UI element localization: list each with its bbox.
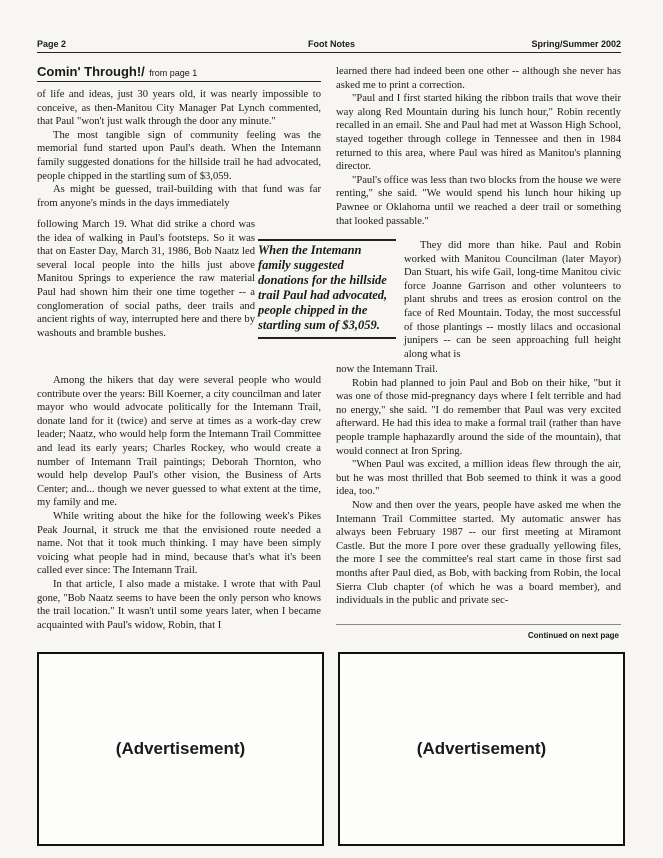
- paragraph: While writing about the hike for the following week's Pikes Peak Journal, it struck me that the envisioned route needed a name. Not that it took much thinking. I may have been simply voicing what people had in mind, because that's what it's been called ever since: The Intemann Trail.: [37, 510, 321, 577]
- paragraph: "Paul and I first started hiking the ribbon trails that wove their way along Red Mountain during his lunch hour," Robin recently recalled in an email. She and Paul had met at Wasson High School, stayed together through college in Tennessee and then in 1984 returned to this area, where Paul was hired as Manitou's planning director.: [336, 93, 621, 173]
- left-column-bottom: [37, 374, 321, 632]
- right-column-bottom: [336, 363, 621, 608]
- left-column-top: [37, 88, 321, 210]
- paragraph: "Paul's office was less than two blocks from the house we were renting," she said. "We would spend his lunch hour hiking up Pawnee or Oklahoma until we reached a deer trail or something that looked passable.": [336, 174, 621, 227]
- article-title-text: Comin' Through!/: [37, 64, 145, 79]
- paragraph: In that article, I also made a mistake. I wrote that with Paul gone, "Bob Naatz seems to have been the only person who knows the trail location." It wasn't until some years later, when I became acquainted with Paul's widow, Robin, that I: [37, 578, 321, 631]
- from-page-label: from page 1: [149, 68, 198, 78]
- paragraph: The most tangible sign of community feeling was the memorial fund started upon Paul's death. When the Intemann family suggested donations for the hillside trail he had advocated, people chipped in the startling sum of $3,059.: [37, 129, 321, 182]
- pull-quote: When the Intemann family suggested donations for the hillside trail Paul had advocated, people chipped in the startling sum of $3,059.: [258, 239, 396, 339]
- publication-name: Foot Notes: [308, 39, 355, 49]
- paragraph: of life and ideas, just 30 years old, it was nearly impossible to conceive, as then-Manitou City Manager Pat Lynch commented, that Paul "won't just walk through the door any minute.": [37, 89, 321, 128]
- advertisement-box-left: [37, 652, 324, 846]
- advertisement-box-right: [338, 652, 625, 846]
- article-title: [37, 63, 197, 81]
- left-wrap-text: [37, 218, 255, 340]
- paragraph: Robin had planned to join Paul and Bob on their hike, "but it was one of those mid-pregnancy days where I felt terrible and had no energy," she said. "I do remember that Paul was very excited afterward. He had this idea to make a formal trail (rather than have people trample haphazardly around the side of the mountain), that would connect at Iron Spring.: [336, 377, 621, 457]
- continued-rule: [336, 624, 621, 625]
- advertisement-label: (Advertisement): [115, 739, 246, 758]
- issue-label: Spring/Summer 2002: [531, 39, 621, 49]
- right-wrap-text: [404, 239, 621, 361]
- paragraph: now the Intemann Trail.: [336, 364, 438, 375]
- paragraph: Among the hikers that day were several people who would contribute over the years: Bill Koerner, a city councilman and later mayor who would advocate politically for the Intemann Trail, donate land for it (twice) and serve at times as a work-day crew leader; Naatz, who would help form the Intemann Trail Committee and lead its early years; Charles Rockey, who would create a number of Intemann Trail paintings; Deborah Thornton, who would help develop Paul's other vision, the Business of Arts Center; and... though we never guessed to what extent at the time, my family and me.: [37, 375, 321, 509]
- advertisement-label: (Advertisement): [416, 739, 547, 758]
- paragraph: They did more than hike. Paul and Robin worked with Manitou Councilman (later Mayor) Dan Stuart, his wife Gail, long-time Manitou civic force Joanne Garrison and other volunteers to plant shrubs and trees as erosion control on the face of Red Mountain. Today, the most successful of those plantings -- mostly lilacs and occasional junipers -- can be seen approaching full height along what is: [404, 240, 621, 360]
- title-rule: [37, 81, 321, 82]
- header-rule: [37, 52, 621, 53]
- paragraph: "When Paul was excited, a million ideas flew through the air, but he was most thrilled that Bob seemed to think it was a good idea, too.": [336, 459, 621, 498]
- right-column-top: [336, 65, 621, 228]
- continued-label: Continued on next page: [527, 631, 619, 640]
- paragraph: As might be guessed, trail-building with that fund was far from anyone's minds in the days immediately: [37, 184, 321, 209]
- paragraph: Now and then over the years, people have asked me when the Intemann Trail Committee started. My automatic answer has always been February 1987 -- our first meeting at Miramont Castle. But the more I pore over these gradually yellowing files, the more I see the committee's real start came in those first sad months after Paul died, as Bob, with backing from Robin, the local Sierra Club chapter (of which he was a board member), and individuals in the public and private sec-: [336, 499, 621, 607]
- paragraph: following March 19. What did strike a chord was the idea of walking in Paul's footsteps. So it was that on Easter Day, March 31, 1986, Bob Naatz led several local people into the hills just above Manitou Springs to experience the raw material Paul had shown him their one time together -- a conglomeration of social paths, deer trails and ancient rights of way, interrupted here and there by washouts and bramble bushes.: [37, 219, 255, 339]
- page-number: Page 2: [37, 39, 67, 49]
- paragraph: learned there had indeed been one other -- although she never has asked me to print a correction.: [336, 66, 621, 91]
